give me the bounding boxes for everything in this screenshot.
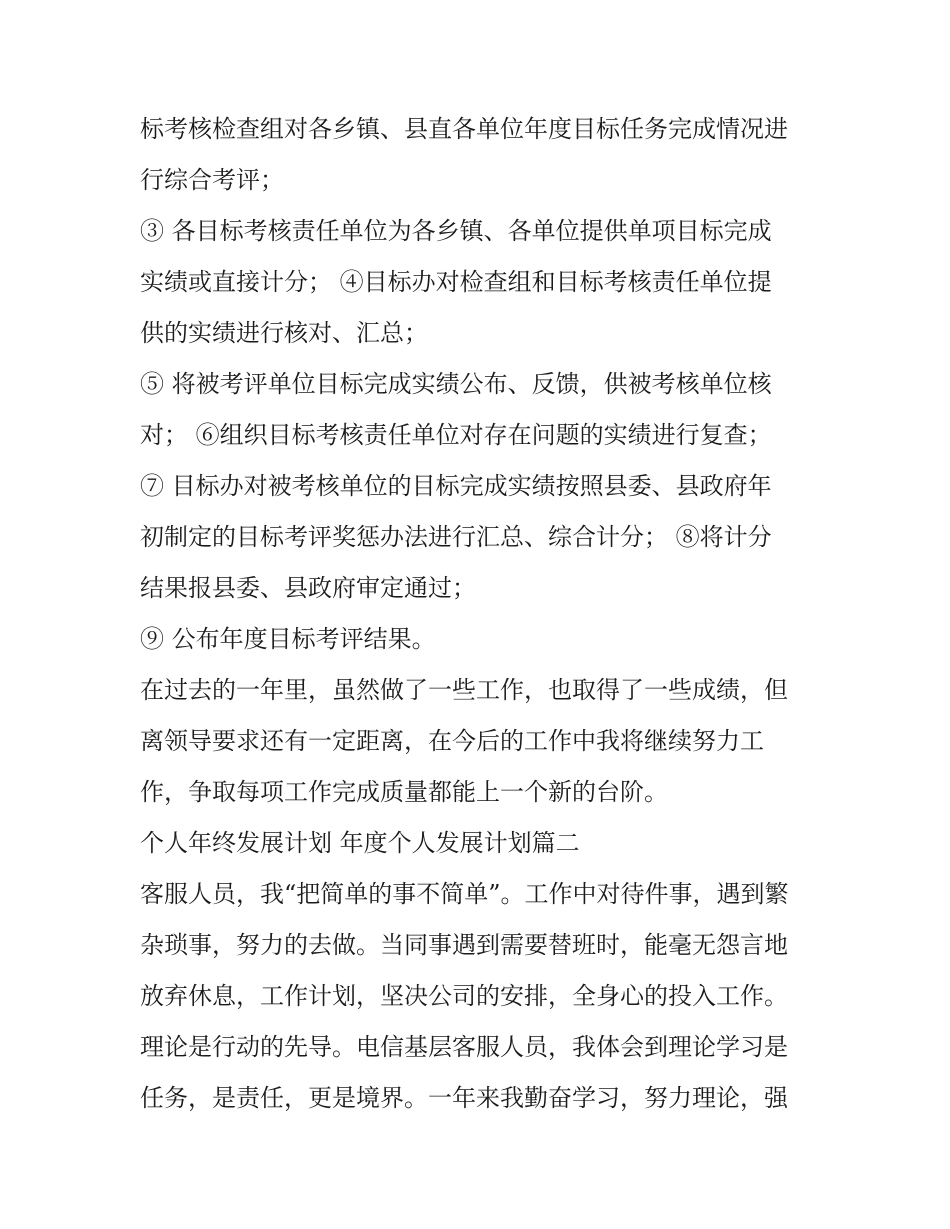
text-line: 杂琐事，努力的去做。当同事遇到需要替班时，能毫无怨言地 — [140, 931, 788, 959]
text-line: 理论是行动的先导。电信基层客服人员，我体会到理论学习是 — [140, 1033, 788, 1061]
text-line: 标考核检查组对各乡镇、县直各单位年度目标任务完成情况进 — [140, 115, 788, 143]
text-line: 放弃休息，工作计划，坚决公司的安排，全身心的投入工作。 — [140, 982, 788, 1010]
text-line: ⑨ 公布年度目标考评结果。 — [140, 625, 436, 653]
text-line: ⑤ 将被考评单位目标完成实绩公布、反馈，供被考核单位核 — [140, 370, 772, 398]
text-line: 结果报县委、县政府审定通过； — [140, 574, 476, 602]
text-line: 供的实绩进行核对、汇总； — [140, 319, 428, 347]
text-line: 初制定的目标考评奖惩办法进行汇总、综合计分； ⑧将计分 — [140, 523, 772, 551]
text-line: 在过去的一年里，虽然做了一些工作，也取得了一些成绩，但 — [140, 676, 788, 704]
text-line: 任务，是责任，更是境界。一年来我勤奋学习，努力理论，强 — [140, 1084, 788, 1112]
text-line: 实绩或直接计分； ④目标办对检查组和目标考核责任单位提 — [140, 268, 772, 296]
document-body — [140, 104, 820, 1124]
text-line: 离领导要求还有一定距离，在今后的工作中我将继续努力工 — [140, 727, 764, 755]
text-line: 作，争取每项工作完成质量都能上一个新的台阶。 — [140, 778, 668, 806]
text-line: 对； ⑥组织目标考核责任单位对存在问题的实绩进行复查； — [140, 421, 772, 449]
text-line: ⑦ 目标办对被考核单位的目标完成实绩按照县委、县政府年 — [140, 472, 772, 500]
section-heading: 个人年终发展计划 年度个人发展计划篇二 — [140, 829, 580, 857]
text-line: ③ 各目标考核责任单位为各乡镇、各单位提供单项目标完成 — [140, 217, 772, 245]
text-line: 客服人员，我“把简单的事不简单”。工作中对待件事，遇到繁 — [140, 880, 789, 908]
text-line: 行综合考评； — [140, 166, 284, 194]
